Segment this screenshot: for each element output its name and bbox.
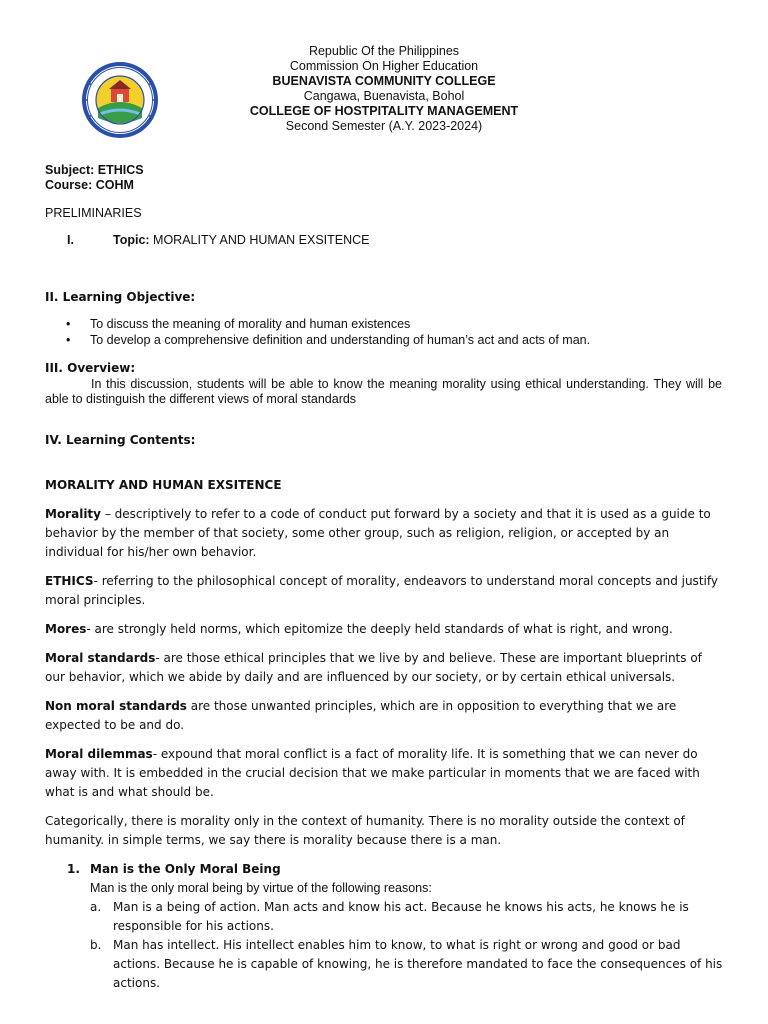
definition-morality bbox=[45, 505, 725, 562]
closing-paragraph: Categorically, there is morality only in the context of humanity. There is no morality outside the context of humanity. in simple terms, we say there is morality because there is a man. bbox=[45, 814, 685, 847]
subject-course-block bbox=[45, 163, 144, 193]
overview-heading: III. Overview: bbox=[45, 361, 136, 375]
list-item bbox=[45, 860, 725, 993]
sub-list-marker: a. bbox=[90, 900, 102, 914]
definition-text: – descriptively to refer to a code of conduct put forward by a society and that it is used as a guide to behavior by the member of that society, some other group, such as religion, religion, or accepted by an individual for his/her own behavior. bbox=[45, 507, 711, 559]
list-item-intro: Man is the only moral being by virtue of the following reasons: bbox=[90, 881, 432, 895]
subject-line: Subject: ETHICS bbox=[45, 163, 144, 177]
sub-list-text: Man is a being of action. Man acts and know his act. Because he knows his acts, he knows he is responsible for his actions. bbox=[113, 900, 689, 933]
objectives-heading: II. Learning Objective: bbox=[45, 290, 196, 304]
term: Mores bbox=[45, 622, 87, 636]
numbered-list bbox=[45, 860, 725, 993]
topic-label: Topic: bbox=[113, 233, 150, 247]
definition-non-moral-standards bbox=[45, 697, 725, 735]
college-seal-logo bbox=[80, 60, 160, 140]
header-college-name: BUENAVISTA COMMUNITY COLLEGE bbox=[272, 74, 496, 88]
learning-contents-body bbox=[45, 476, 725, 993]
definition-text: - are those ethical principles that we live by and believe. These are important blueprints of our behavior, which we abide by daily and are influenced by our society, or by certain ethical universals. bbox=[45, 651, 702, 684]
objective-item: • To develop a comprehensive definition and understanding of human’s act and acts of man. bbox=[62, 332, 590, 348]
header-commission: Commission On Higher Education bbox=[289, 59, 479, 73]
definition-mores bbox=[45, 620, 725, 639]
list-number: 1. bbox=[67, 862, 80, 876]
definition-text: - referring to the philosophical concept of morality, endeavors to understand moral concepts and justify moral principles. bbox=[45, 574, 718, 607]
objective-item: • To discuss the meaning of morality and human existences bbox=[62, 316, 590, 332]
overview-paragraph bbox=[45, 377, 722, 407]
sub-list-marker: b. bbox=[90, 938, 102, 952]
definition-moral-dilemmas bbox=[45, 745, 725, 802]
list-item-title: Man is the Only Moral Being bbox=[90, 862, 281, 876]
definition-text: - expound that moral conflict is a fact of morality life. It is something that we can never do away with. It is embedded in the crucial decision that we make particular in moments that we are faced with what is and what should be. bbox=[45, 747, 700, 799]
course-line: Course: COHM bbox=[45, 178, 134, 192]
definition-ethics bbox=[45, 572, 725, 610]
sub-list bbox=[90, 898, 725, 993]
sub-list-item bbox=[90, 898, 725, 936]
overview-text: In this discussion, students will be able to know the meaning morality using ethical understanding. They will be able to distinguish the different views of moral standards bbox=[45, 377, 722, 406]
term: Moral standards bbox=[45, 651, 156, 665]
topic-text: MORALITY AND HUMAN EXSITENCE bbox=[149, 233, 370, 247]
header-department: COLLEGE OF HOSTPITALITY MANAGEMENT bbox=[249, 104, 519, 118]
preliminaries-label: PRELIMINARIES bbox=[45, 206, 142, 220]
definition-text: are those unwanted principles, which are in opposition to everything that we are expected to be and do. bbox=[45, 699, 677, 732]
term: ETHICS bbox=[45, 574, 94, 588]
term: Morality bbox=[45, 507, 101, 521]
header-semester: Second Semester (A.Y. 2023-2024) bbox=[285, 119, 483, 133]
section-title: MORALITY AND HUMAN EXSITENCE bbox=[45, 478, 282, 492]
header-address: Cangawa, Buenavista, Bohol bbox=[303, 89, 465, 103]
topic-number: I. bbox=[67, 233, 74, 247]
document-header bbox=[200, 44, 568, 134]
topic-line bbox=[67, 233, 370, 247]
learning-contents-heading: IV. Learning Contents: bbox=[45, 433, 196, 447]
objectives-list bbox=[62, 316, 590, 348]
sub-list-text: Man has intellect. His intellect enables him to know, to what is right or wrong and good or bad actions. Because he is capable of knowing, he is therefore mandated to face the consequences of his actions. bbox=[113, 938, 723, 990]
definition-text: - are strongly held norms, which epitomize the deeply held standards of what is right, and wrong. bbox=[86, 622, 673, 636]
sub-list-item bbox=[90, 936, 725, 993]
term: Moral dilemmas bbox=[45, 747, 153, 761]
term: Non moral standards bbox=[45, 699, 187, 713]
definition-moral-standards bbox=[45, 649, 725, 687]
header-republic: Republic Of the Philippines bbox=[308, 44, 460, 58]
